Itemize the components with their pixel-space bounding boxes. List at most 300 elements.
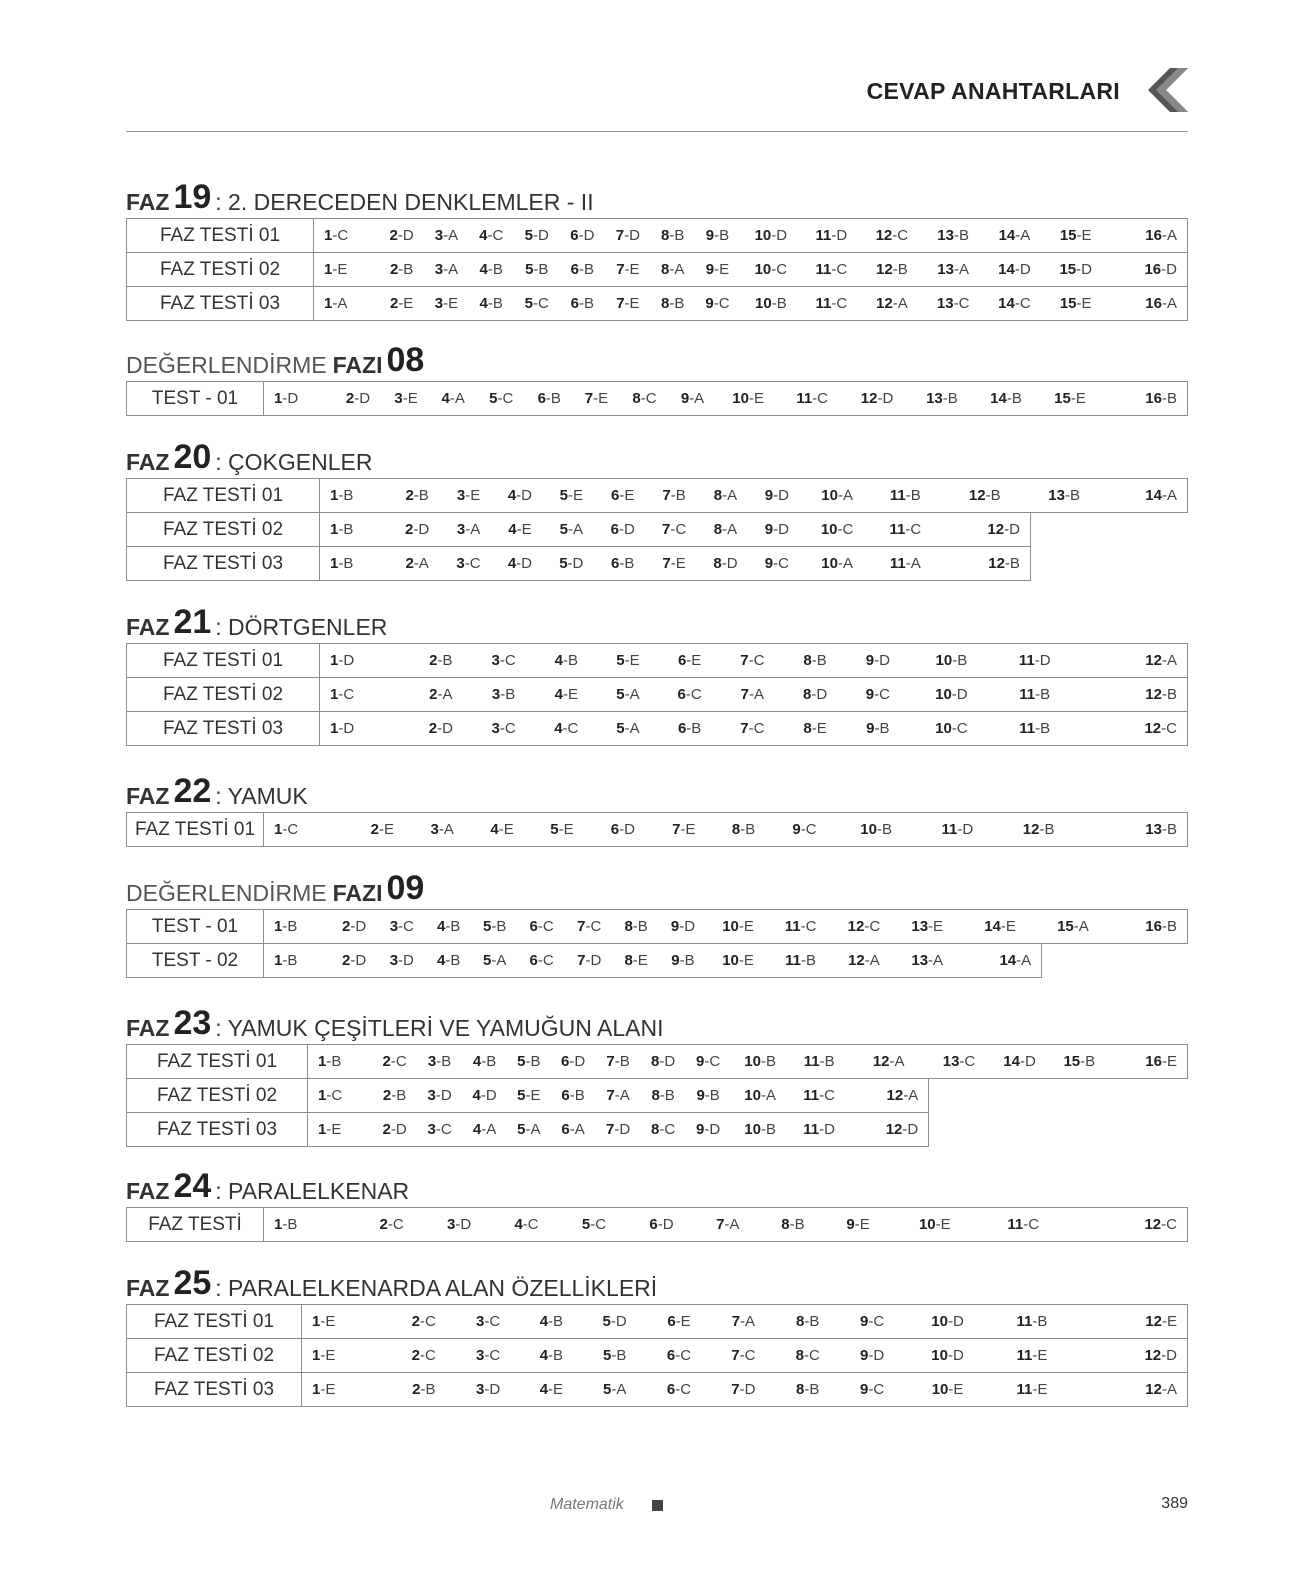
question-number: 9 xyxy=(792,821,801,838)
answer-letter: A xyxy=(933,952,944,969)
answer-cell: 12-A xyxy=(832,944,896,978)
answer-letter: D xyxy=(521,487,532,504)
answer-cell: 1-E xyxy=(314,253,379,287)
answer-cell: 9-C xyxy=(695,287,741,321)
answer-letter: B xyxy=(664,1087,675,1104)
answer-cell: 9-C xyxy=(774,813,836,847)
answer-cell: 2-D xyxy=(379,219,425,253)
question-number: 7 xyxy=(672,821,681,838)
answer-letter: C xyxy=(1166,1216,1177,1233)
question-number: 9 xyxy=(696,1121,705,1138)
question-number: 2 xyxy=(429,686,438,703)
question-number: 13 xyxy=(1048,487,1065,504)
test-label: FAZ TESTİ 01 xyxy=(127,644,320,678)
section-prefix-2: FAZI xyxy=(332,880,383,906)
answer-letter: C xyxy=(590,918,602,935)
test-label: FAZ TESTİ 02 xyxy=(127,253,314,287)
answer-cell: 1-B xyxy=(320,479,392,513)
answer-letter: E xyxy=(743,918,754,935)
question-number: 3 xyxy=(476,1381,485,1398)
answer-cell: 4-B xyxy=(426,910,472,944)
test-label: FAZ TESTİ 01 xyxy=(127,813,264,847)
question-number: 12 xyxy=(1144,1216,1162,1233)
answer-letter: D xyxy=(1009,521,1020,538)
question-number: 6 xyxy=(610,521,619,538)
answer-cell: 9-C xyxy=(840,1373,904,1407)
question-number: 8 xyxy=(651,1087,660,1104)
answer-letter: C xyxy=(842,521,854,538)
answer-cell: 13-B xyxy=(1030,479,1097,513)
answer-letter: B xyxy=(824,1053,835,1070)
question-number: 11 xyxy=(1016,1347,1033,1364)
answer-cell: 8-B xyxy=(613,910,659,944)
answer-letter: D xyxy=(873,1347,885,1364)
question-number: 2 xyxy=(389,295,399,312)
section-prefix: FAZ xyxy=(126,783,170,809)
question-number: 4 xyxy=(507,487,517,504)
answer-letter: B xyxy=(442,652,453,669)
answer-letter: B xyxy=(624,555,635,572)
answer-cell: 11-C xyxy=(802,253,862,287)
answer-cell: 9-D xyxy=(686,1113,731,1147)
answer-letter: B xyxy=(1011,390,1022,407)
question-number: 9 xyxy=(670,918,680,935)
answer-cell: 12-A xyxy=(849,1079,929,1113)
question-number: 8 xyxy=(796,1381,805,1398)
answer-section xyxy=(126,438,1188,581)
question-number: 6 xyxy=(529,952,538,969)
answer-letter: A xyxy=(729,1216,740,1233)
question-number: 10 xyxy=(744,1087,761,1104)
answer-letter: D xyxy=(778,521,789,538)
answer-letter: A xyxy=(894,1053,905,1070)
answer-letter: B xyxy=(684,952,695,969)
answer-letter: B xyxy=(538,261,549,278)
answer-cell: 12-C xyxy=(1067,1208,1187,1242)
answer-cell: 13-E xyxy=(896,910,959,944)
question-number: 12 xyxy=(885,1121,903,1138)
answer-letter: B xyxy=(450,952,461,969)
answer-letter: D xyxy=(440,1087,452,1104)
answer-cell: 8-A xyxy=(651,253,695,287)
answer-letter: E xyxy=(325,1347,336,1364)
answer-cell: 3-C xyxy=(456,1339,520,1373)
answer-cell: 7-B xyxy=(596,1045,641,1079)
answer-letter: B xyxy=(1166,686,1177,703)
question-number: 6 xyxy=(666,1347,676,1364)
question-number: 8 xyxy=(660,227,670,244)
answer-cell: 11-D xyxy=(790,1113,849,1147)
answer-letter: E xyxy=(530,1087,541,1104)
question-number: 2 xyxy=(382,1087,392,1104)
answer-cell: 9-B xyxy=(659,944,707,978)
answer-cell: 6-A xyxy=(551,1113,596,1147)
answer-letter: A xyxy=(1020,227,1031,244)
answer-cell: 15-E xyxy=(1045,287,1106,321)
answer-table xyxy=(126,381,1188,416)
question-number: 6 xyxy=(610,821,620,838)
question-number: 13 xyxy=(1145,821,1162,838)
question-number: 5 xyxy=(559,487,568,504)
question-number: 5 xyxy=(550,821,559,838)
answer-cell: 10-E xyxy=(716,382,780,416)
answer-cell: 2-D xyxy=(372,1113,417,1147)
answer-letter: B xyxy=(958,227,969,244)
answer-letter: E xyxy=(1037,1381,1048,1398)
question-number: 6 xyxy=(570,227,579,244)
question-number: 12 xyxy=(988,555,1005,572)
test-label: FAZ TESTİ 01 xyxy=(127,479,320,513)
question-number: 10 xyxy=(821,487,838,504)
answer-letter: A xyxy=(727,487,738,504)
question-number: 9 xyxy=(764,555,774,572)
question-number: 3 xyxy=(427,1121,436,1138)
question-number: 12 xyxy=(876,261,893,278)
answer-letter: B xyxy=(450,918,461,935)
answer-cell: 10-B xyxy=(731,1113,790,1147)
answer-cell: 6-D xyxy=(597,513,648,547)
question-number: 13 xyxy=(911,952,929,969)
question-number: 12 xyxy=(1022,821,1040,838)
answer-letter: B xyxy=(486,1053,497,1070)
question-number: 1 xyxy=(274,918,283,935)
question-number: 9 xyxy=(696,1053,705,1070)
answer-cell: 12-B xyxy=(939,479,1030,513)
question-number: 10 xyxy=(820,521,838,538)
answer-cell: 5-B xyxy=(507,1045,550,1079)
answer-letter: A xyxy=(674,261,685,278)
answer-letter: E xyxy=(680,1313,691,1330)
answer-letter: D xyxy=(624,821,635,838)
question-number: 8 xyxy=(796,1313,805,1330)
answer-table xyxy=(126,1207,1188,1242)
answer-cell: 4-A xyxy=(462,1113,507,1147)
answer-cell: 7-E xyxy=(573,382,620,416)
question-number: 9 xyxy=(764,487,774,504)
answer-letter: D xyxy=(623,521,635,538)
answer-cell: 1-E xyxy=(302,1373,392,1407)
answer-cell: 7-D xyxy=(596,1113,641,1147)
answer-letter: E xyxy=(691,652,702,669)
question-number: 4 xyxy=(441,390,450,407)
question-number: 4 xyxy=(479,261,488,278)
answer-cell: 16-E xyxy=(1109,1045,1188,1079)
question-number: 6 xyxy=(677,686,686,703)
question-number: 10 xyxy=(935,652,953,669)
question-number: 5 xyxy=(602,1313,611,1330)
question-number: 5 xyxy=(517,1087,526,1104)
answer-cell: 4-B xyxy=(468,287,514,321)
answer-letter: C xyxy=(690,686,702,703)
question-number: 7 xyxy=(731,1381,740,1398)
answer-cell: 8-B xyxy=(651,287,695,321)
section-subtitle: : ÇOKGENLER xyxy=(215,449,373,475)
question-number: 8 xyxy=(803,652,812,669)
answer-cell: 15-B xyxy=(1050,1045,1109,1079)
answer-letter: B xyxy=(418,487,429,504)
section-number: 22 xyxy=(173,772,212,810)
answer-cell: 8-A xyxy=(700,479,751,513)
question-number: 12 xyxy=(886,1087,904,1104)
answer-letter: C xyxy=(873,1381,885,1398)
answer-cell: 10-B xyxy=(740,287,801,321)
answer-cell: 7-C xyxy=(721,644,784,678)
answer-letter: B xyxy=(674,227,685,244)
question-number: 3 xyxy=(427,1087,436,1104)
answer-letter: B xyxy=(583,295,594,312)
section-subtitle: : PARALELKENAR xyxy=(215,1178,410,1204)
question-number: 1 xyxy=(330,555,339,572)
question-number: 2 xyxy=(342,918,351,935)
answer-cell: 10-D xyxy=(740,219,801,253)
answer-cell: 7-C xyxy=(711,1339,775,1373)
answer-cell: 11-B xyxy=(872,479,939,513)
answer-table xyxy=(126,218,1188,321)
question-number: 8 xyxy=(781,1216,790,1233)
section-title xyxy=(126,603,1188,639)
question-number: 8 xyxy=(624,918,633,935)
answer-letter: E xyxy=(403,295,414,312)
answer-letter: B xyxy=(492,261,503,278)
table-row xyxy=(127,1208,1188,1242)
answer-letter: B xyxy=(1037,1313,1048,1330)
answer-letter: A xyxy=(745,1313,756,1330)
answer-cell: 11-E xyxy=(991,1339,1073,1373)
answer-letter: A xyxy=(1166,1381,1177,1398)
question-number: 1 xyxy=(324,295,333,312)
answer-letter: B xyxy=(505,686,516,703)
question-number: 15 xyxy=(1063,1053,1081,1070)
answer-cell: 4-D xyxy=(462,1079,507,1113)
answer-cell: 4-E xyxy=(472,813,532,847)
question-number: 1 xyxy=(274,952,283,969)
answer-letter: C xyxy=(824,1087,835,1104)
answer-letter: B xyxy=(396,1087,407,1104)
answer-cell: 15-E xyxy=(1045,219,1106,253)
question-number: 9 xyxy=(705,295,714,312)
answer-letter: E xyxy=(521,521,532,538)
question-number: 13 xyxy=(911,918,929,935)
question-number: 4 xyxy=(554,652,563,669)
table-row xyxy=(127,1113,1188,1147)
answer-cell: 14-A xyxy=(1098,479,1188,513)
question-number: 16 xyxy=(1145,227,1162,244)
table-row xyxy=(127,1079,1188,1113)
answer-letter: B xyxy=(947,390,958,407)
question-number: 15 xyxy=(1059,227,1077,244)
question-number: 1 xyxy=(324,227,333,244)
question-number: 2 xyxy=(382,1053,391,1070)
answer-cell: 8-B xyxy=(714,813,774,847)
section-prefix: FAZ xyxy=(126,1015,170,1041)
answer-letter: E xyxy=(470,487,481,504)
question-number: 7 xyxy=(731,1313,741,1330)
question-number: 5 xyxy=(524,295,533,312)
answer-cell: 10-B xyxy=(731,1045,790,1079)
question-number: 13 xyxy=(937,261,954,278)
answer-letter: A xyxy=(1166,295,1177,312)
question-number: 5 xyxy=(517,1053,526,1070)
section-title xyxy=(126,1167,1188,1203)
answer-letter: D xyxy=(460,1216,472,1233)
question-number: 1 xyxy=(330,521,339,538)
answer-letter: D xyxy=(776,227,788,244)
section-prefix: FAZ xyxy=(126,189,170,215)
header-divider xyxy=(126,131,1188,132)
answer-letter: A xyxy=(869,952,880,969)
question-number: 10 xyxy=(821,555,838,572)
question-number: 1 xyxy=(312,1381,321,1398)
question-number: 5 xyxy=(602,1381,612,1398)
question-number: 2 xyxy=(382,1121,391,1138)
footer-subject: Matematik xyxy=(550,1496,624,1513)
answer-cell: 2-E xyxy=(352,813,412,847)
question-number: 10 xyxy=(935,720,952,737)
answer-cell: 5-A xyxy=(582,1373,646,1407)
question-number: 12 xyxy=(848,952,865,969)
question-number: 11 xyxy=(803,1053,820,1070)
answer-letter: B xyxy=(343,555,354,572)
question-number: 11 xyxy=(889,487,906,504)
answer-cell: 1-B xyxy=(308,1045,373,1079)
answer-cell: 3-E xyxy=(424,287,468,321)
question-number: 7 xyxy=(716,1216,725,1233)
answer-letter: B xyxy=(403,261,414,278)
question-number: 7 xyxy=(606,1121,615,1138)
question-number: 16 xyxy=(1145,1053,1162,1070)
question-number: 3 xyxy=(427,1053,437,1070)
answer-letter: D xyxy=(403,952,414,969)
question-number: 4 xyxy=(472,1121,482,1138)
answer-cell: 12-B xyxy=(861,253,922,287)
answer-letter: E xyxy=(1037,1347,1048,1364)
answer-cell: 12-D xyxy=(939,513,1030,547)
answer-letter: B xyxy=(492,295,503,312)
question-number: 12 xyxy=(1144,1347,1162,1364)
answer-letter: C xyxy=(504,720,516,737)
answer-letter: B xyxy=(765,1121,776,1138)
answer-cell: 9-E xyxy=(695,253,741,287)
answer-letter: E xyxy=(933,918,944,935)
answer-cell: 4-B xyxy=(468,253,514,287)
question-number: 3 xyxy=(389,918,399,935)
answer-letter: A xyxy=(470,521,481,538)
answer-cell: 10-A xyxy=(803,547,872,581)
answer-cell: 1-B xyxy=(264,910,331,944)
answer-cell: 14-A xyxy=(984,219,1045,253)
answer-table xyxy=(126,478,1188,581)
question-number: 8 xyxy=(713,555,722,572)
answer-letter: B xyxy=(776,295,787,312)
answer-letter: D xyxy=(359,390,371,407)
question-number: 8 xyxy=(795,1347,804,1364)
answer-cell: 5-E xyxy=(532,813,592,847)
answer-cell: 13-B xyxy=(1079,813,1187,847)
question-number: 15 xyxy=(1059,295,1077,312)
answer-cell: 7-A xyxy=(596,1079,641,1113)
answer-letter: C xyxy=(897,227,909,244)
answer-letter: A xyxy=(897,295,908,312)
answer-cell: 12-E xyxy=(1073,1305,1188,1339)
answer-letter: D xyxy=(952,1347,964,1364)
answer-letter: E xyxy=(567,686,578,703)
question-number: 2 xyxy=(412,1381,421,1398)
question-number: 10 xyxy=(931,1347,948,1364)
section-prefix: DEĞERLENDİRME xyxy=(126,352,327,378)
question-number: 8 xyxy=(713,487,723,504)
answer-letter: D xyxy=(538,227,549,244)
answer-letter: C xyxy=(744,1347,756,1364)
question-number: 3 xyxy=(491,652,500,669)
answer-letter: C xyxy=(776,261,788,278)
answer-letter: C xyxy=(836,295,848,312)
answer-letter: D xyxy=(962,821,974,838)
answer-letter: A xyxy=(1166,227,1177,244)
question-number: 12 xyxy=(968,487,986,504)
answer-cell: 6-C xyxy=(658,678,721,712)
question-number: 4 xyxy=(479,295,488,312)
answer-letter: A xyxy=(574,1121,585,1138)
answer-cell: 9-B xyxy=(695,219,741,253)
answer-cell: 8-B xyxy=(760,1208,825,1242)
answer-letter: E xyxy=(753,390,764,407)
question-number: 4 xyxy=(472,1087,481,1104)
section-prefix: FAZ xyxy=(126,449,170,475)
section-title xyxy=(126,772,1188,808)
table-row xyxy=(127,382,1188,416)
table-row xyxy=(127,513,1188,547)
test-label: FAZ TESTİ 01 xyxy=(127,1045,308,1079)
answer-cell: 10-C xyxy=(909,712,993,746)
answer-cell: 7-B xyxy=(648,479,699,513)
answer-cell: 6-C xyxy=(647,1373,711,1407)
question-number: 11 xyxy=(889,555,906,572)
answer-letter: B xyxy=(553,1313,564,1330)
answer-letter: A xyxy=(442,686,453,703)
question-number: 4 xyxy=(539,1381,549,1398)
question-number: 3 xyxy=(456,555,465,572)
answer-letter: C xyxy=(343,686,355,703)
answer-cell: 12-B xyxy=(939,547,1030,581)
question-number: 10 xyxy=(744,1121,761,1138)
answer-cell: 9-E xyxy=(825,1208,890,1242)
question-number: 12 xyxy=(987,521,1005,538)
question-number: 5 xyxy=(581,1216,591,1233)
answer-cell: 13-C xyxy=(929,1045,990,1079)
answer-letter: C xyxy=(392,1216,404,1233)
answer-cell: 1-B xyxy=(264,944,331,978)
question-number: 10 xyxy=(755,295,772,312)
question-number: 9 xyxy=(696,1087,705,1104)
answer-cell: 8-A xyxy=(700,513,751,547)
question-number: 2 xyxy=(428,720,438,737)
answer-cell: 6-B xyxy=(597,547,648,581)
test-label: FAZ TESTİ 01 xyxy=(127,1305,302,1339)
answer-letter: A xyxy=(1166,487,1177,504)
question-number: 16 xyxy=(1145,918,1162,935)
answer-letter: D xyxy=(836,227,848,244)
answer-letter: C xyxy=(956,720,968,737)
answer-cell: 3-A xyxy=(424,253,468,287)
answer-cell: 6-B xyxy=(658,712,721,746)
answer-letter: C xyxy=(753,720,765,737)
answer-cell: 9-B xyxy=(686,1079,731,1113)
answer-letter: E xyxy=(940,1216,951,1233)
answer-cell: 5-E xyxy=(598,644,659,678)
answer-letter: C xyxy=(567,720,579,737)
answer-cell: 10-E xyxy=(904,1373,991,1407)
answer-letter: D xyxy=(824,1121,835,1138)
